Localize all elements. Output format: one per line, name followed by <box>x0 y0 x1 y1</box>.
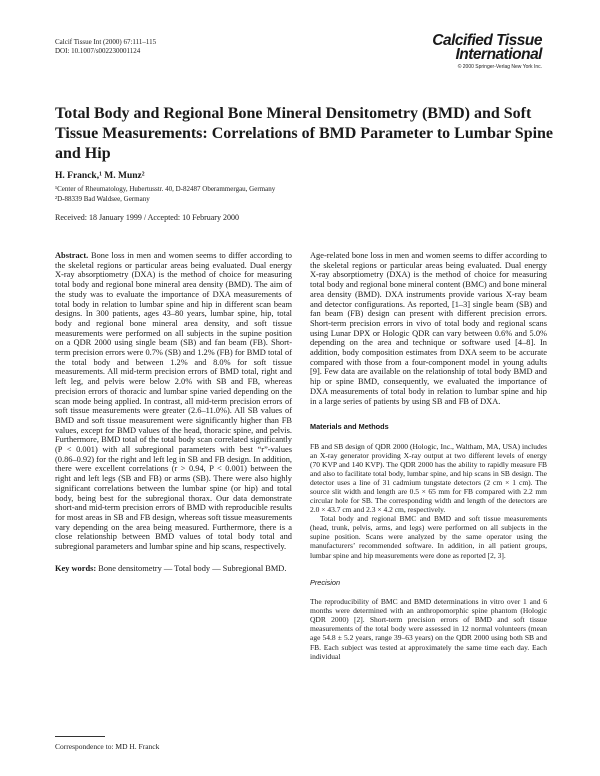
citation-block <box>55 38 156 56</box>
abstract-label: Abstract. <box>55 251 89 260</box>
publisher-notice: © 2000 Springer-Verlag New York Inc. <box>457 64 542 70</box>
methods-heading: Materials and Methods <box>310 422 389 432</box>
keywords-label: Key words: <box>55 563 97 573</box>
precision-paragraph: The reproducibility of BMC and BMD determinations in vitro over 1 and 6 months were determined with an anthropomorphic spine phantom (Hologic QDR 2000) [2]. Short-term precision errors of BMD and soft tissue measurements of the total body were assessed in 12 normal volunteers (mean age 54.8 ± 5.2 years, range 39–63 years) on the QDR 2000 using both SB and FB. Each subject was tested at approximately the same time each day. Each individual <box>310 597 547 661</box>
correspondence-footnote: Correspondence to: MD H. Franck <box>55 742 160 751</box>
doi: DOI: 10.1007/s002230001124 <box>55 47 141 55</box>
methods-paragraph-2: Total body and regional BMC and BMD and soft tissue measurements (head, trunk, pelvis, arms, and legs) were performed on all subjects in the supine position. Scans were analyzed by the same operator using the manufacturers’ recommended software. In addition, in all patient groups, lumbar spine and hip measurements were done as reported [2, 3]. <box>310 514 547 560</box>
intro-paragraph: Age-related bone loss in men and women seems to differ according to the skeletal regions or particular areas being evaluated. Dual energy X-ray absorptiometry (DXA) is the method of choice for measuring total body and regional bone mineral content (BMC) and bone mineral area density (BMD). DXA instruments provide various X-ray beam and detector configurations. As reported, [1–3] single beam (SB) and fan beam (FB) design can present with different precision errors. Short-term precision errors in vivo of total body and regional scans using Lunar DPX or Hologic QDR can vary between 0.6% and 5.0% depending on the area and technique or software used [4–8]. In addition, body composition estimates from DXA seem to be accurate compared with those from a four-component model in young adults [9]. Few data are available on the relationship of total body BMD and hip or spine BMD, consequently, we evaluated the importance of DXA measurements of total body in relation to lumbar spine and hip in a large series of patients by using SB and FB of DXA. <box>310 251 547 406</box>
methods-paragraph-1: FB and SB design of QDR 2000 (Hologic, Inc., Waltham, MA, USA) includes an X-ray generator providing X-ray output at two different levels of energy (70 KVP and 140 KVP). The QDR 2000 has the ability to rapidly measure FB and also to facilitate total body, lumbar spine, and hip scans in SB design. The detector uses a line of 31 cadmium tungstate detectors (2 cm × 1 cm). The source slit width and length are 0.5 × 65 mm for FB compared with 2.2 mm circular hole for SB. The corresponding width and length of the detectors are 2.0 × 43.7 cm and 2.3 × 4.2 cm, respectively. <box>310 441 547 515</box>
abstract <box>55 251 292 552</box>
abstract-text: Bone loss in men and women seems to differ according to the skeletal regions or particular areas being evaluated. Dual energy X-ray absorptiometry (DXA) is the method of choice for measuring total body and regional bone mineral area density (BMD). The aim of the study was to evaluate the importance of DXA measurements of total body in relation to lumbar spine and hip in different scan beam designs. In 300 patients, ages 43–80 years, lumbar spine, hip, total body and regional bone mineral area density, and soft tissue measurements were performed on all subjects in the supine position on a QDR 2000 using single beam (SB) and fan beam (FB). Short-term precision errors were 0.7% (SB) and 1.2% (FB) for BMD total of the total body and between 1.2% and 8.0% for soft tissue measurements. All mid-term precision errors of BMD total, right and left leg, and pelvis were below 2.0% with SB and FB, whereas precision errors of thoracic and lumbar spine varied depending on the scan mode being applied. In contrast, all mid-term precision errors of soft tissue measurements were greater (2.6–11.0%). All SB values of BMD and soft tissue measurement were significantly higher than FB values, except for BMD values of the head, thoracic spine, and pelvis. Furthermore, BMD total of the total body scan correlated significantly (P < 0.001) with all subregional parameters with best “r”-values (0.86–0.92) for the right and left leg in SB and FB design. In addition, there were excellent correlations (r > 0.94, P < 0.001) between the right and left legs (SB and FB) or arms (SB). There were also highly significant correlations between the lumbar spine (or hip) and total body, being best for the subregional thorax. Our data demonstrate short-and mid-term precision errors of BMD with reproducible results for most areas in SB and FB design, whereas soft tissue measurements vary depending on the area being measured. Furthermore, there is a close relationship between BMD values of total body total and subregional parameters and lumbar spine and hip scans, respectively. <box>55 251 292 552</box>
footnote-rule <box>55 736 105 737</box>
received-dates: Received: 18 January 1999 / Accepted: 10 February 2000 <box>55 213 239 222</box>
affiliation-2: ²D-88339 Bad Waldsee, Germany <box>55 194 150 203</box>
journal-logo <box>432 34 542 71</box>
journal-name-line2: International <box>455 46 542 63</box>
affiliations <box>55 185 275 204</box>
keywords <box>55 564 292 574</box>
affiliation-1: ¹Center of Rheumatology, Hubertusstr. 40, D-82487 Oberammergau, Germany <box>55 185 276 193</box>
precision-heading: Precision <box>310 577 341 587</box>
citation: Calcif Tissue Int (2000) 67:111–115 <box>55 38 157 46</box>
journal-name-line1: Calcified Tissue <box>432 32 542 49</box>
article-title: Total Body and Regional Bone Mineral Densitometry (BMD) and Soft Tissue Measurements: Correlations of BMD Parameter to Lumbar Spine and Hip <box>55 105 554 162</box>
left-column <box>55 251 292 574</box>
authors: H. Franck,¹ M. Munz² <box>55 171 145 181</box>
right-column <box>310 251 547 661</box>
keywords-text: Bone densitometry — Total body — Subregional BMD. <box>98 563 287 573</box>
